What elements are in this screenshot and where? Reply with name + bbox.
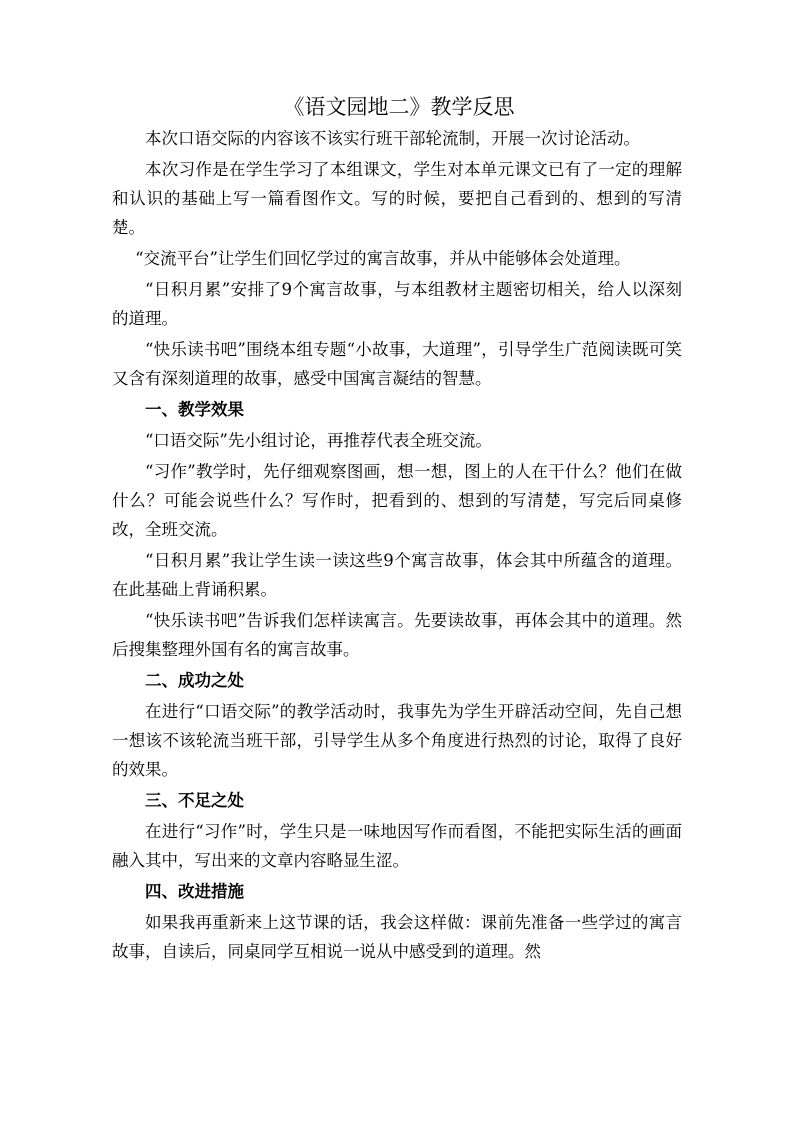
section4-paragraph-1: 如果我再重新来上这节课的话，我会这样做：课前先准备一些学过的寓言故事，自读后，同桌同学互相说一说从中感受到的道理。然 — [112, 913, 682, 961]
section-heading-teaching-effect: 一、教学效果 — [145, 400, 244, 419]
section3-paragraph-1: 在进行“习作”时，学生只是一味地因写作而看图，不能把实际生活的画面融入其中，写出来的文章内容略显生涩。 — [112, 822, 682, 870]
section1-paragraph-3: “日积月累”我让学生读一读这些9个寓言故事，体会其中所蕴含的道理。在此基础上背诵积累。 — [112, 551, 682, 599]
intro-paragraph-1: 本次口语交际的内容该不该实行班干部轮流制，开展一次讨论活动。 — [145, 129, 640, 148]
section-heading-shortcomings: 三、不足之处 — [145, 791, 244, 810]
section1-paragraph-4: “快乐读书吧”告诉我们怎样读寓言。先要读故事，再体会其中的道理。然后搜集整理外国有名的寓言故事。 — [112, 611, 682, 659]
section1-paragraph-1: “口语交际”先小组讨论，再推荐代表全班交流。 — [145, 431, 492, 450]
section1-paragraph-2: “习作”教学时，先仔细观察图画，想一想，图上的人在干什么？他们在做什么？可能会说些什么？写作时，把看到的、想到的写清楚，写完后同桌修改，全班交流。 — [112, 462, 682, 539]
document-page — [112, 92, 682, 968]
intro-paragraph-3: “交流平台”让学生们回忆学过的寓言故事，并从中能够体会处道理。 — [135, 249, 631, 268]
intro-paragraph-2: 本次习作是在学生学习了本组课文，学生对本单元课文已有了一定的理解和认识的基础上写一篇看图作文。写的时候，要把自己看到的、想到的写清楚。 — [112, 160, 682, 237]
intro-paragraph-4: “日积月累”安排了9个寓言故事，与本组教材主题密切相关，给人以深刻的道理。 — [112, 280, 682, 328]
section2-paragraph-1: 在进行“口语交际”的教学活动时，我事先为学生开辟活动空间，先自己想一想该不该轮流当班干部，引导学生从多个角度进行热烈的讨论，取得了良好的效果。 — [112, 702, 682, 779]
section-heading-successes: 二、成功之处 — [145, 671, 244, 690]
document-title: 《语文园地二》教学反思 — [283, 95, 515, 119]
section-heading-improvements: 四、改进措施 — [145, 882, 244, 901]
intro-paragraph-5: “快乐读书吧”围绕本组专题“小故事，大道理”，引导学生广范阅读既可笑又含有深刻道理的故事，感受中国寓言凝结的智慧。 — [112, 340, 682, 388]
